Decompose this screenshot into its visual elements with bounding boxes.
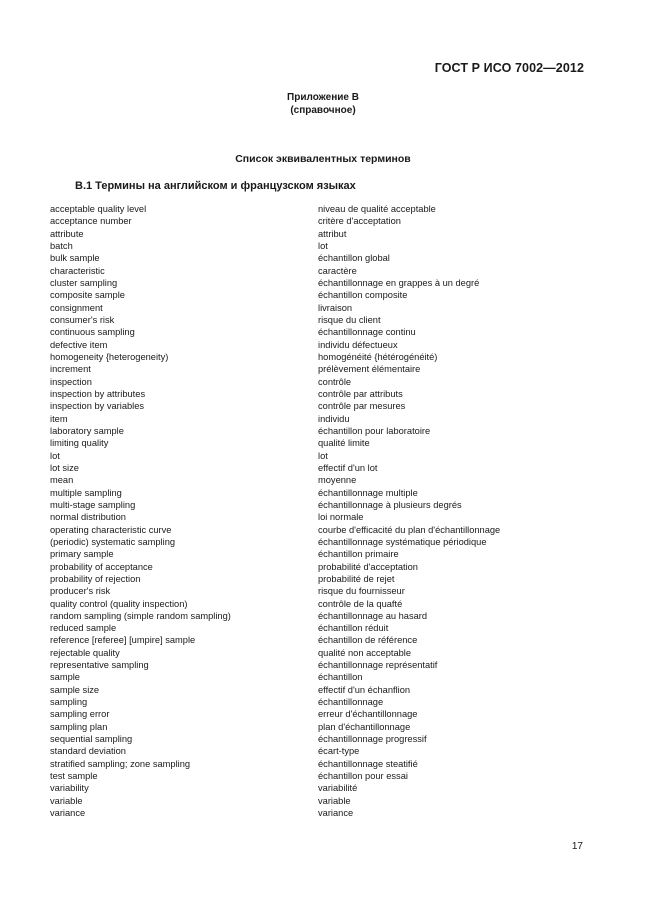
terms-table [50, 203, 550, 819]
term-english: sample [50, 672, 80, 683]
term-row [50, 203, 550, 215]
term-row [50, 499, 550, 511]
term-english: probability of rejection [50, 573, 141, 584]
term-row [50, 561, 550, 573]
term-french: probabilité d'acceptation [318, 561, 418, 572]
term-english: inspection [50, 376, 92, 387]
term-english: acceptance number [50, 216, 132, 227]
term-french: échantillonnage multiple [318, 487, 418, 498]
term-english: inspection by attributes [50, 388, 146, 399]
term-english: test sample [50, 771, 98, 782]
standard-code: ГОСТ Р ИСО 7002—2012 [434, 61, 584, 75]
term-english: characteristic [50, 265, 105, 276]
term-row [50, 363, 550, 375]
term-french: échantillonnage steatifié [318, 758, 418, 769]
term-row [50, 240, 550, 252]
term-english: representative sampling [50, 660, 149, 671]
term-row [50, 610, 550, 622]
term-row [50, 548, 550, 560]
term-row [50, 289, 550, 301]
term-row [50, 511, 550, 523]
term-french: homogénéité {hétérogénéité) [318, 351, 438, 362]
term-french: courbe d'efficacité du plan d'échantillonnage [318, 524, 501, 535]
term-french: loi normale [318, 512, 364, 523]
term-french: contrôle de la quafté [318, 598, 403, 609]
term-row [50, 487, 550, 499]
term-french: livraison [318, 302, 353, 313]
term-french: qualité non acceptable [318, 647, 412, 658]
term-french: niveau de qualité acceptable [318, 204, 436, 214]
term-english: probability of acceptance [50, 561, 153, 572]
term-row [50, 265, 550, 277]
term-row [50, 573, 550, 585]
term-english: producer's risk [50, 586, 111, 597]
term-row [50, 326, 550, 338]
term-english: attribute [50, 228, 84, 239]
term-english: defective item [50, 339, 108, 350]
term-row [50, 659, 550, 671]
term-english: random sampling (simple random sampling) [50, 610, 231, 621]
term-row [50, 782, 550, 794]
term-english: bulk sample [50, 253, 100, 264]
term-french: échantillon de référence [318, 635, 418, 646]
term-french: échantillonnage continu [318, 327, 416, 338]
term-row [50, 696, 550, 708]
term-row [50, 376, 550, 388]
term-english: lot [50, 450, 60, 461]
term-english: mean [50, 475, 74, 486]
term-english: sample size [50, 684, 100, 695]
term-row [50, 807, 550, 819]
term-row [50, 721, 550, 733]
term-row [50, 413, 550, 425]
term-row [50, 351, 550, 363]
term-french: échantillonnage systématique périodique [318, 536, 487, 547]
term-french: effectif d'un échanflion [318, 684, 411, 695]
term-english: stratified sampling; zone sampling [50, 758, 191, 769]
term-english: rejectable quality [50, 647, 120, 658]
term-english: sampling [50, 697, 88, 708]
term-french: échantillonnage en grappes à un degré [318, 277, 480, 288]
term-french: contrôle par attributs [318, 388, 403, 399]
term-french: risque du client [318, 314, 381, 325]
term-french: échantillonnage progressif [318, 734, 427, 745]
term-row [50, 684, 550, 696]
term-row [50, 450, 550, 462]
term-french: variabilité [318, 783, 358, 794]
term-french: attribut [318, 228, 347, 239]
term-row [50, 733, 550, 745]
term-french: échantillon réduit [318, 623, 389, 634]
term-row [50, 388, 550, 400]
term-english: increment [50, 364, 91, 375]
term-row [50, 622, 550, 634]
term-english: reduced sample [50, 623, 117, 634]
term-french: échantillonnage à plusieurs degrés [318, 499, 462, 510]
term-english: operating characteristic curve [50, 524, 172, 535]
term-french: individu [318, 413, 350, 424]
term-row [50, 314, 550, 326]
term-english: multi-stage sampling [50, 499, 136, 510]
term-row [50, 277, 550, 289]
term-row [50, 598, 550, 610]
term-french: échantillon pour laboratoire [318, 425, 431, 436]
term-french: moyenne [318, 475, 357, 486]
term-french: risque du fournisseur [318, 586, 405, 597]
annex-heading [0, 92, 646, 117]
page-number: 17 [571, 841, 583, 852]
term-english: normal distribution [50, 512, 126, 523]
term-english: batch [50, 240, 73, 251]
term-english: item [50, 413, 68, 424]
term-french: contrôle par mesures [318, 401, 406, 412]
term-english: sampling plan [50, 721, 108, 732]
term-french: échantillon [318, 672, 363, 683]
term-english: continuous sampling [50, 327, 135, 338]
term-english: composite sample [50, 290, 125, 301]
term-row [50, 228, 550, 240]
term-french: variance [318, 808, 354, 819]
term-english: limiting quality [50, 438, 109, 449]
term-french: critère d'acceptation [318, 216, 401, 227]
term-french: échantillonnage [318, 697, 384, 708]
term-row [50, 302, 550, 314]
term-english: reference [referee] [umpire] sample [50, 635, 196, 646]
term-english: primary sample [50, 549, 114, 560]
term-row [50, 770, 550, 782]
term-french: probabilité de rejet [318, 573, 395, 584]
list-title: Список эквивалентных терминов [235, 153, 411, 165]
term-french: individu défectueux [318, 339, 398, 350]
term-french: lot [318, 240, 328, 251]
term-row [50, 647, 550, 659]
term-french: échantillon pour essai [318, 771, 408, 782]
term-row [50, 671, 550, 683]
term-french: variable [318, 795, 351, 806]
term-english: laboratory sample [50, 425, 124, 436]
section-title: В.1 Термины на английском и французском языках [75, 180, 356, 192]
term-row [50, 474, 550, 486]
term-english: multiple sampling [50, 487, 122, 498]
term-row [50, 795, 550, 807]
term-french: plan d'échantillonnage [318, 721, 411, 732]
term-english: variable [50, 795, 83, 806]
term-french: erreur d'échantillonnage [318, 709, 418, 720]
term-french: écart-type [318, 746, 360, 757]
term-english: standard deviation [50, 746, 126, 757]
term-row [50, 215, 550, 227]
annex-title: Приложение В [287, 92, 359, 103]
term-french: qualité limite [318, 438, 370, 449]
term-row [50, 437, 550, 449]
term-french: échantillonnage au hasard [318, 610, 428, 621]
term-row [50, 524, 550, 536]
term-english: cluster sampling [50, 277, 118, 288]
term-french: caractère [318, 265, 357, 276]
term-row [50, 758, 550, 770]
term-english: consumer's risk [50, 314, 115, 325]
term-english: homogeneity {heterogeneity) [50, 351, 169, 362]
term-row [50, 585, 550, 597]
term-row [50, 536, 550, 548]
term-english: inspection by variables [50, 401, 145, 412]
term-english: quality control (quality inspection) [50, 598, 188, 609]
term-english: acceptable quality level [50, 204, 147, 214]
term-english: sequential sampling [50, 734, 133, 745]
term-french: effectif d'un lot [318, 462, 378, 473]
term-row [50, 400, 550, 412]
term-english: consignment [50, 302, 103, 313]
term-english: lot size [50, 462, 79, 473]
term-english: variability [50, 783, 89, 794]
term-french: contrôle [318, 376, 352, 387]
term-row [50, 425, 550, 437]
term-french: lot [318, 450, 328, 461]
term-english: variance [50, 808, 86, 819]
term-row [50, 745, 550, 757]
term-row [50, 462, 550, 474]
term-row [50, 252, 550, 264]
term-french: échantillonnage représentatif [318, 660, 438, 671]
term-row [50, 708, 550, 720]
term-english: sampling error [50, 709, 110, 720]
term-english: (periodic) systematic sampling [50, 536, 176, 547]
term-french: échantillon global [318, 253, 390, 264]
term-french: échantillon composite [318, 290, 408, 301]
term-french: prélèvement élémentaire [318, 364, 421, 375]
term-french: échantillon primaire [318, 549, 399, 560]
term-row [50, 634, 550, 646]
annex-subtitle: (справочное) [290, 104, 356, 116]
term-row [50, 339, 550, 351]
